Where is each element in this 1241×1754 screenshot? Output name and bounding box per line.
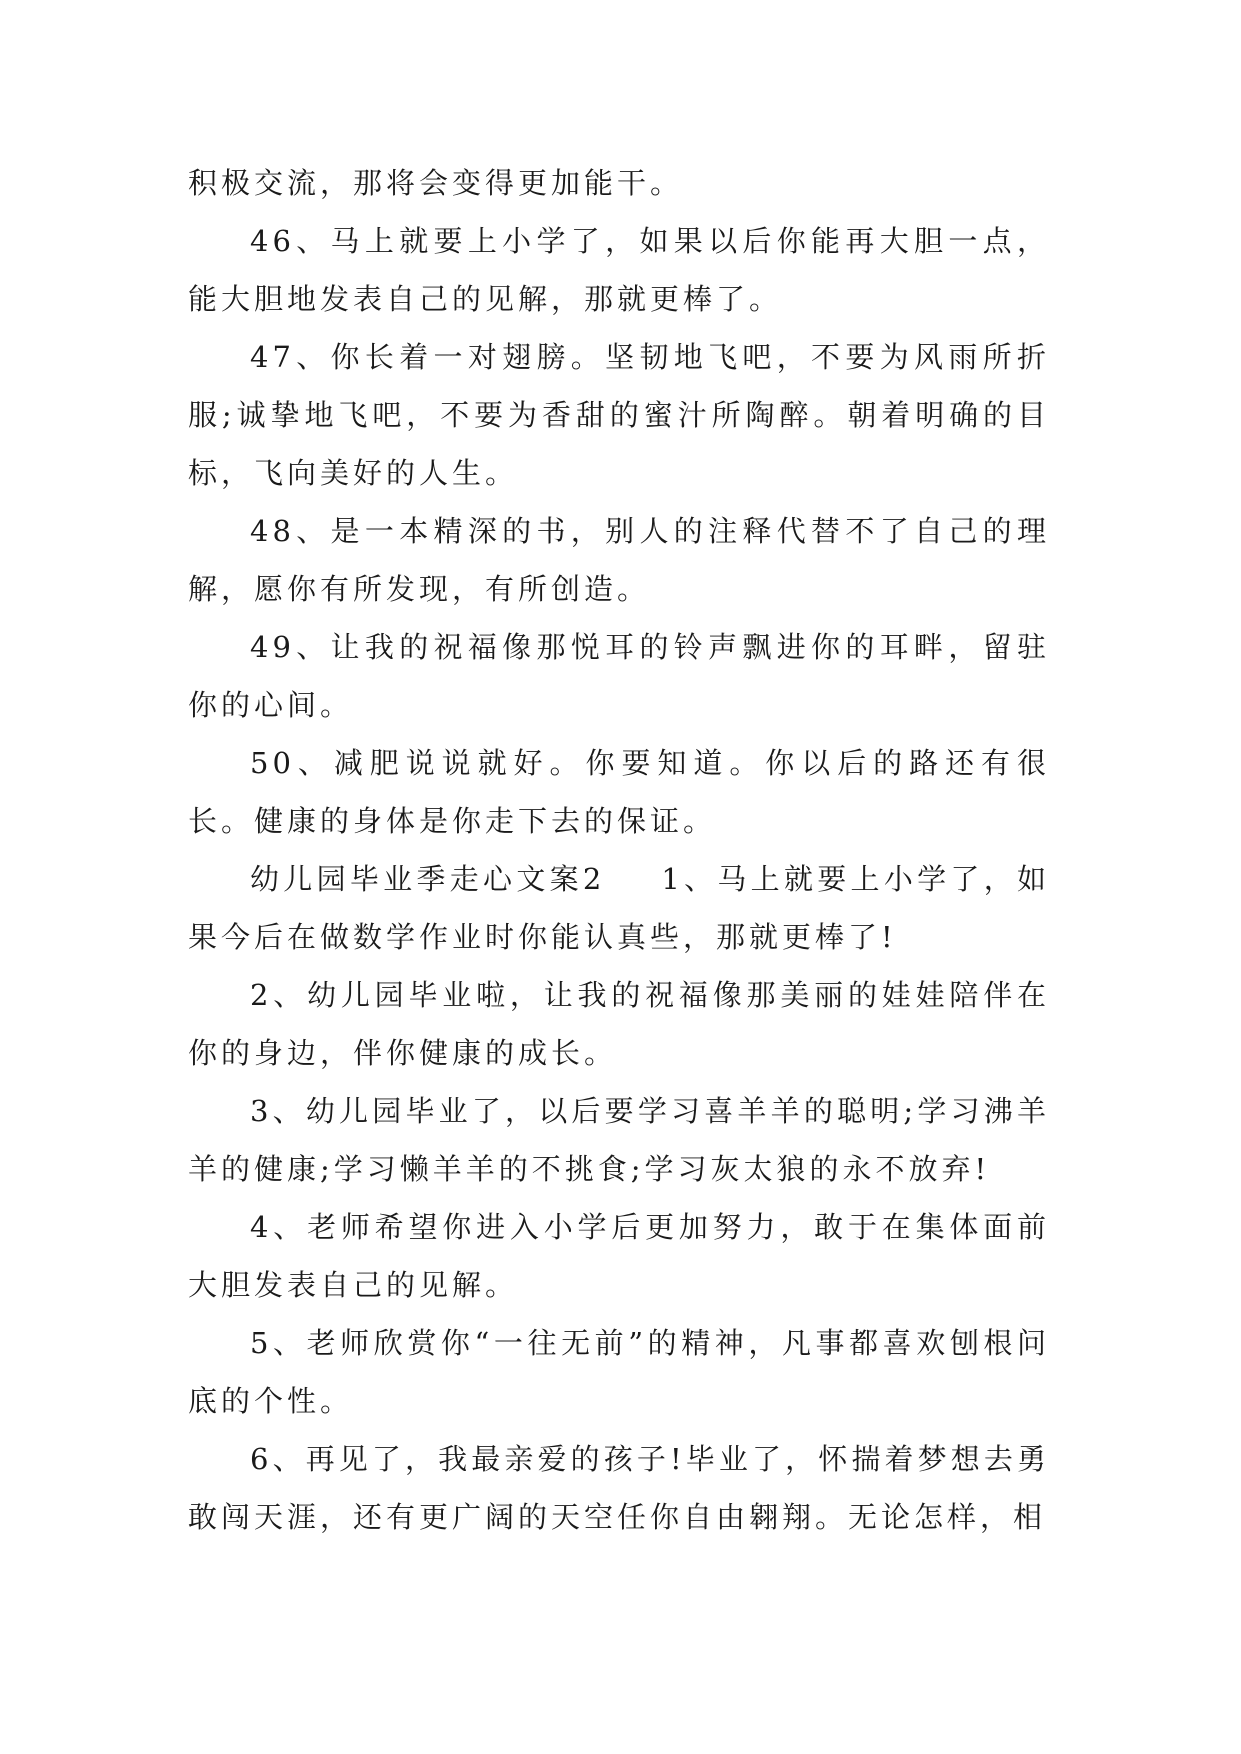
paragraph-48: 48、是一本精深的书，别人的注释代替不了自己的理解，愿你有所发现，有所创造。 <box>188 514 1050 606</box>
paragraph-item-3: 3、幼儿园毕业了，以后要学习喜羊羊的聪明;学习沸羊羊的健康;学习懒羊羊的不挑食;学习灰太狼的永不放弃! <box>188 1094 1050 1186</box>
paragraph-item-4: 4、老师希望你进入小学后更加努力，敢于在集体面前大胆发表自己的见解。 <box>188 1210 1050 1302</box>
paragraph-47: 47、你长着一对翅膀。坚韧地飞吧，不要为风雨所折服;诚挚地飞吧，不要为香甜的蜜汁所陶醉。朝着明确的目标，飞向美好的人生。 <box>188 340 1050 490</box>
paragraph-item-2: 2、幼儿园毕业啦，让我的祝福像那美丽的娃娃陪伴在你的身边，伴你健康的成长。 <box>188 978 1050 1070</box>
document-body <box>188 154 1050 1546</box>
section-first-item: 1、马上就要上小学了，如果今后在做数学作业时你能认真些，那就更棒了! <box>188 862 1051 954</box>
paragraph-item-6: 6、再见了，我最亲爱的孩子!毕业了，怀揣着梦想去勇敢闯天涯，还有更广阔的天空任你自由翱翔。无论怎样，相 <box>188 1442 1050 1534</box>
paragraph-continuation: 积极交流，那将会变得更加能干。 <box>188 166 684 200</box>
paragraph-50: 50、减肥说说就好。你要知道。你以后的路还有很长。健康的身体是你走下去的保证。 <box>188 746 1050 838</box>
section-heading: 幼儿园毕业季走心文案2 <box>250 862 606 896</box>
paragraph-46: 46、马上就要上小学了，如果以后你能再大胆一点，能大胆地发表自己的见解，那就更棒了。 <box>188 224 1050 316</box>
paragraph-item-5: 5、老师欣赏你“一往无前”的精神，凡事都喜欢刨根问底的个性。 <box>188 1326 1050 1418</box>
paragraph-section-2 <box>188 850 1050 966</box>
paragraph-49: 49、让我的祝福像那悦耳的铃声飘进你的耳畔，留驻你的心间。 <box>188 630 1050 722</box>
